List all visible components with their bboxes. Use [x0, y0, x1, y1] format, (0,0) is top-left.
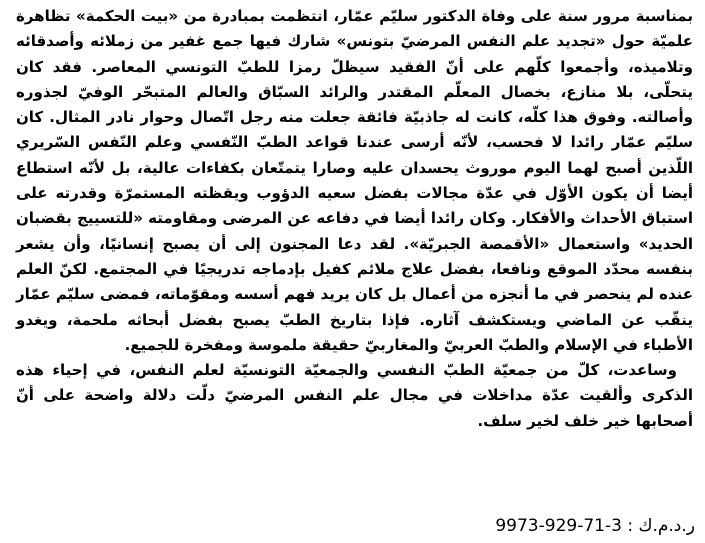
body-text [16, 4, 693, 434]
isbn-label: ر.د.م.ك : [627, 516, 695, 536]
paragraph-2: وساعدت، كلّ من جمعيّة الطبّ النفسي والجمعيّة التونسيّة لعلم النفس، في إحياء هذه الذكرى وألقيت عدّة مداخلات في مجال علم النفس المرضيّ دلّت دلالة واضحة على أنّ أصحابها خير خلف لخير سلف. [16, 361, 693, 430]
isbn-number: 9973-929-71-3 [495, 516, 622, 536]
paragraph-1: بمناسبة مرور سنة على وفاة الدكتور سليّم عمّار، انتظمت بمبادرة من «بيت الحكمة» تظاهرة علميّة حول «تجديد علم النفس المرضيّ بتونس» شارك فيها جمع غفير من زملائه وأصدقائه وتلاميذه، وأجمعوا كلّهم على أنّ الفقيد سيظلّ رمزا للطبّ التونسي المعاصر. فقد كان يتحلّى، بلا منازع، بخصال المعلّم المقتدر والرائد السبّاق والعالم المتبحّر الوفيّ لجذوره وأصالته. وفوق هذا كلّه، كانت له جاذبيّة فائقة جعلت منه رجل اتّصال وحوار نادر المثال. كان سليّم عمّار رائدا لا فحسب، لأنّه أرسى عندنا قواعد الطبّ النّفسي وعلم النّفس السّريري اللّذين أصبح لهما اليوم موروث يحسدان عليه وصارا يتمتّعان بكفاءات عالية، بل لأنّه استطاع أيضا أن يكون الأوّل في عدّة مجالات بفضل سعيه الدؤوب ويقظته المستمرّة وقدرته على استباق الأحداث والأفكار. وكان رائدا أيضا في دفاعه عن المرضى ومقاومته «للتسييج بقضبان الحديد» واستعمال «الأقمصة الجبريّة». لقد دعا المجنون إلى أن يصبح إنسانيًا، وأن يشعر بنفسه محدّد الموقع ونافعا، بفضل علاج ملائم كفيل بإدماجه تدريجيًا في المجتمع. لكنّ العلم عنده لم ينحصر في ما أنجزه من أعمال بل كان يريد فهم أسسه ومقوّماته، فمضى سليّم عمّار ينقّب عن الماضي ويستكشف آثاره. فإذا بتاريخ الطبّ يصبح بفضل أبحاثه ملحمة، ويغدو الأطباء في الإسلام والطبّ العربيّ والمغاربيّ حقيقة ملموسة ومفخرة للجميع. [16, 7, 693, 354]
isbn-line [495, 515, 695, 537]
